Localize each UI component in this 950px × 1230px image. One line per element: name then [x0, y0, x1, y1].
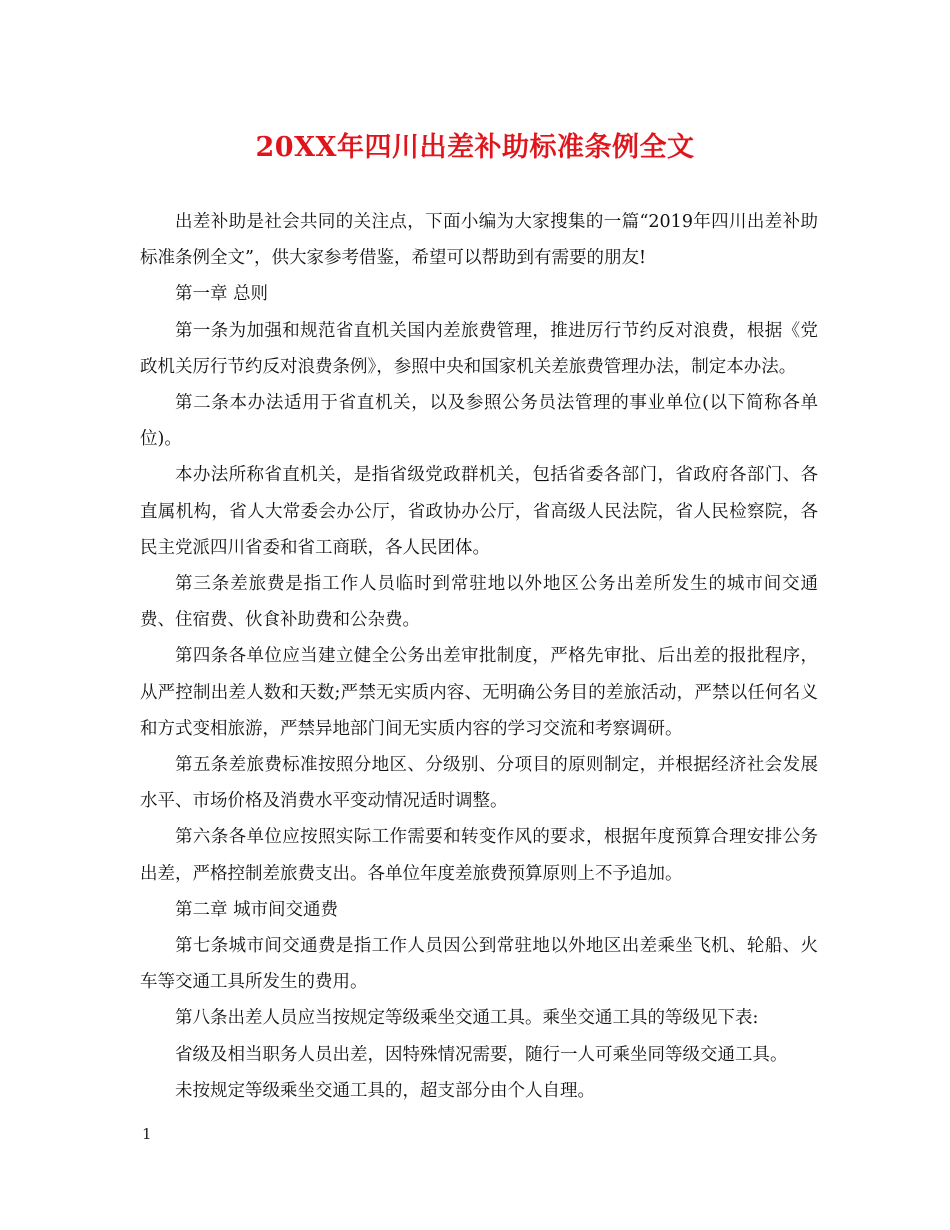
document-title: 20XX年四川出差补助标准条例全文: [255, 132, 695, 163]
article-8: 第八条出差人员应当按规定等级乘坐交通工具。乘坐交通工具的等级见下表:: [175, 1008, 759, 1029]
article-2: 第二条本办法适用于省直机关，以及参照公务员法管理的事业单位(以下简称各单位)。: [140, 393, 818, 450]
chapter-heading-1: 第一章 总则: [175, 284, 269, 305]
article-3: 第三条差旅费是指工作人员临时到常驻地以外地区公务出差所发生的城市间交通费、住宿费、伙食补助费和公杂费。: [140, 574, 818, 631]
article-7: 第七条城市间交通费是指工作人员因公到常驻地以外地区出差乘坐飞机、轮船、火车等交通工具所发生的费用。: [140, 936, 818, 993]
article-5: 第五条差旅费标准按照分地区、分级别、分项目的原则制定，并根据经济社会发展水平、市场价格及消费水平变动情况适时调整。: [140, 755, 818, 812]
article-8-excess-note: 未按规定等级乘坐交通工具的，超支部分由个人自理。: [175, 1080, 595, 1101]
article-4: 第四条各单位应当建立健全公务出差审批制度，严格先审批、后出差的报批程序，从严控制出差人数和天数;严禁无实质内容、无明确公务目的差旅活动，严禁以任何名义和方式变相旅游，严禁异地部门间无实质内容的学习交流和考察调研。: [140, 646, 818, 739]
article-1: 第一条为加强和规范省直机关国内差旅费管理，推进厉行节约反对浪费，根据《党政机关厉行节约反对浪费条例》，参照中央和国家机关差旅费管理办法，制定本办法。: [140, 320, 818, 377]
chapter-heading-2: 第二章 城市间交通费: [175, 899, 339, 920]
article-2-definition: 本办法所称省直机关，是指省级党政群机关，包括省委各部门，省政府各部门、各直属机构，省人大常委会办公厅，省政协办公厅，省高级人民法院，省人民检察院，各民主党派四川省委和省工商联，各人民团体。: [140, 465, 818, 558]
page-number: 1: [142, 1125, 152, 1143]
article-6: 第六条各单位应按照实际工作需要和转变作风的要求，根据年度预算合理安排公务出差，严格控制差旅费支出。各单位年度差旅费预算原则上不予追加。: [140, 827, 818, 884]
article-8-provincial-note: 省级及相当职务人员出差，因特殊情况需要，随行一人可乘坐同等级交通工具。: [175, 1044, 788, 1065]
paragraph-intro: 出差补助是社会共同的关注点，下面小编为大家搜集的一篇“2019年四川出差补助标准条例全文”，供大家参考借鉴，希望可以帮助到有需要的朋友!: [140, 212, 818, 269]
document-body: [140, 204, 818, 1109]
